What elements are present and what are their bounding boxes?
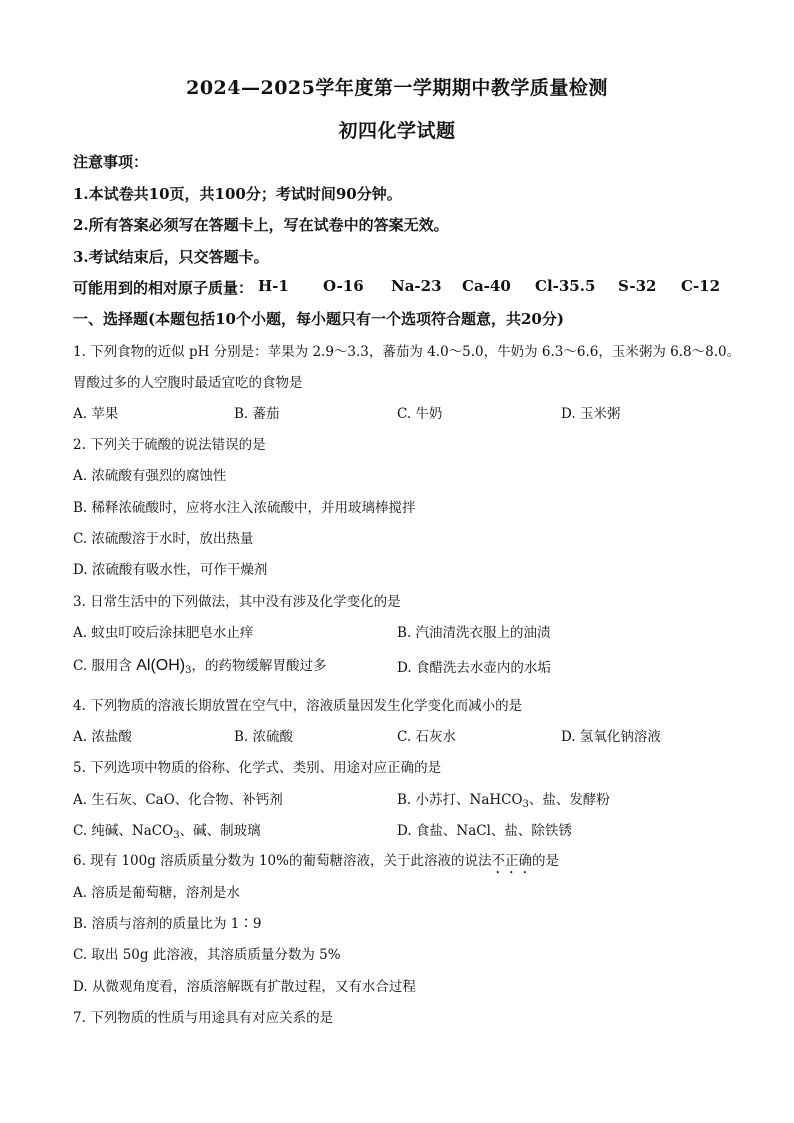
q4-option-d: D. 氢氧化钠溶液 [561, 729, 661, 745]
q1-stem-line1: 1. 下列食物的近似 pH 分别是：苹果为 2.9～3.3，蕃茄为 4.0～5.0，牛奶为 6.3～6.6，玉米粥为 6.8～8.0。 [73, 344, 741, 360]
q6-option-c: C. 取出 50g 此溶液，其溶质质量分数为 5% [73, 947, 341, 963]
q1-option-c: C. 牛奶 [397, 406, 443, 422]
atomic-mass-label: 可能用到的相对原子质量： [73, 279, 254, 297]
q2-option-b: B. 稀释浓硫酸时，应将水注入浓硫酸中，并用玻璃棒搅拌 [73, 500, 416, 516]
q1-option-a: A. 苹果 [73, 406, 119, 422]
note-item-2: 2.所有答案必须写在答题卡上，写在试卷中的答案无效。 [73, 216, 449, 234]
q3-option-c-formula: Al(OH) [136, 657, 186, 674]
q6-stem-suffix: 的是 [531, 853, 559, 869]
q3-option-c-prefix: C. 服用含 [73, 658, 137, 674]
q2-option-c: C. 浓硫酸溶于水时，放出热量 [73, 531, 254, 547]
q3-option-d: D. 食醋洗去水壶内的水垢 [397, 660, 551, 676]
q4-stem: 4. 下列物质的溶液长期放置在空气中，溶液质量因发生化学变化而减小的是 [73, 698, 523, 714]
atomic-mass-h: H-1 [258, 277, 289, 295]
exam-subtitle: 初四化学试题 [338, 120, 456, 142]
q3-option-a: A. 蚊虫叮咬后涂抹肥皂水止痒 [73, 625, 254, 641]
atomic-mass-c: C-12 [681, 277, 721, 295]
q5-option-d: D. 食盐、NaCl、盐、除铁锈 [397, 823, 572, 839]
note-item-1: 1.本试卷共10页，共100分；考试时间90分钟。 [73, 185, 402, 203]
q5-option-b [397, 788, 610, 810]
atomic-mass-na: Na-23 [391, 277, 442, 295]
q5-option-b-subscript: 3 [522, 799, 529, 810]
q1-stem-line2: 胃酸过多的人空腹时最适宜吃的食物是 [73, 375, 303, 391]
atomic-mass-cl: Cl-35.5 [535, 277, 596, 295]
section-heading: 一、选择题(本题包括10个小题，每小题只有一个选项符合题意，共20分) [73, 310, 564, 328]
notes-heading: 注意事项： [73, 153, 149, 171]
q6-option-d: D. 从微观角度看，溶质溶解既有扩散过程，又有水合过程 [73, 979, 416, 995]
q6-stem-prefix: 6. 现有 100g 溶质质量分数为 10%的葡萄糖溶液，关于此溶液的说法 [73, 853, 492, 869]
q6-stem [73, 849, 559, 877]
atomic-mass-ca: Ca-40 [462, 277, 511, 295]
atomic-mass-s: S-32 [618, 277, 657, 295]
q2-option-d: D. 浓硫酸有吸水性，可作干燥剂 [73, 562, 268, 578]
q5-option-c [73, 819, 261, 841]
q1-option-d: D. 玉米粥 [561, 406, 621, 422]
q4-option-a: A. 浓盐酸 [73, 729, 132, 745]
q5-option-c-suffix: 、碱、制玻璃 [179, 823, 261, 839]
note-item-3: 3.考试结束后，只交答题卡。 [73, 248, 269, 266]
q4-option-c: C. 石灰水 [397, 729, 456, 745]
q3-option-c-suffix: ，的药物缓解胃酸过多 [191, 658, 327, 674]
q5-option-a: A. 生石灰、CaO、化合物、补钙剂 [73, 792, 283, 808]
q3-stem: 3. 日常生活中的下列做法，其中没有涉及化学变化的是 [73, 594, 401, 610]
q3-option-b: B. 汽油清洗衣服上的油渍 [397, 625, 551, 641]
exam-title: 2024—2025学年度第一学期期中教学质量检测 [186, 77, 608, 99]
atomic-mass-o: O-16 [323, 277, 364, 295]
q5-stem: 5. 下列选项中物质的俗称、化学式、类别、用途对应正确的是 [73, 760, 442, 776]
q3-option-c [73, 654, 327, 676]
q1-option-b: B. 蕃茄 [234, 406, 280, 422]
q4-option-b: B. 浓硫酸 [234, 729, 294, 745]
q2-stem: 2. 下列关于硫酸的说法错误的是 [73, 437, 266, 453]
q6-option-b: B. 溶质与溶剂的质量比为 1∶9 [73, 916, 262, 932]
q7-stem: 7. 下列物质的性质与用途具有对应关系的是 [73, 1010, 334, 1026]
atomic-mass-row [73, 277, 723, 297]
q6-option-a: A. 溶质是葡萄糖，溶剂是水 [73, 885, 240, 901]
q2-option-a: A. 浓硫酸有强烈的腐蚀性 [73, 468, 227, 484]
q5-option-c-prefix: C. 纯碱、NaCO [73, 823, 174, 839]
q3-option-c-subscript: 3 [185, 665, 192, 676]
q5-option-b-suffix: 、盐、发酵粉 [528, 792, 610, 808]
q5-option-c-subscript: 3 [173, 830, 180, 841]
q5-option-b-prefix: B. 小苏打、NaHCO [397, 792, 523, 808]
q6-stem-emphasis: 不正确 [491, 853, 532, 869]
